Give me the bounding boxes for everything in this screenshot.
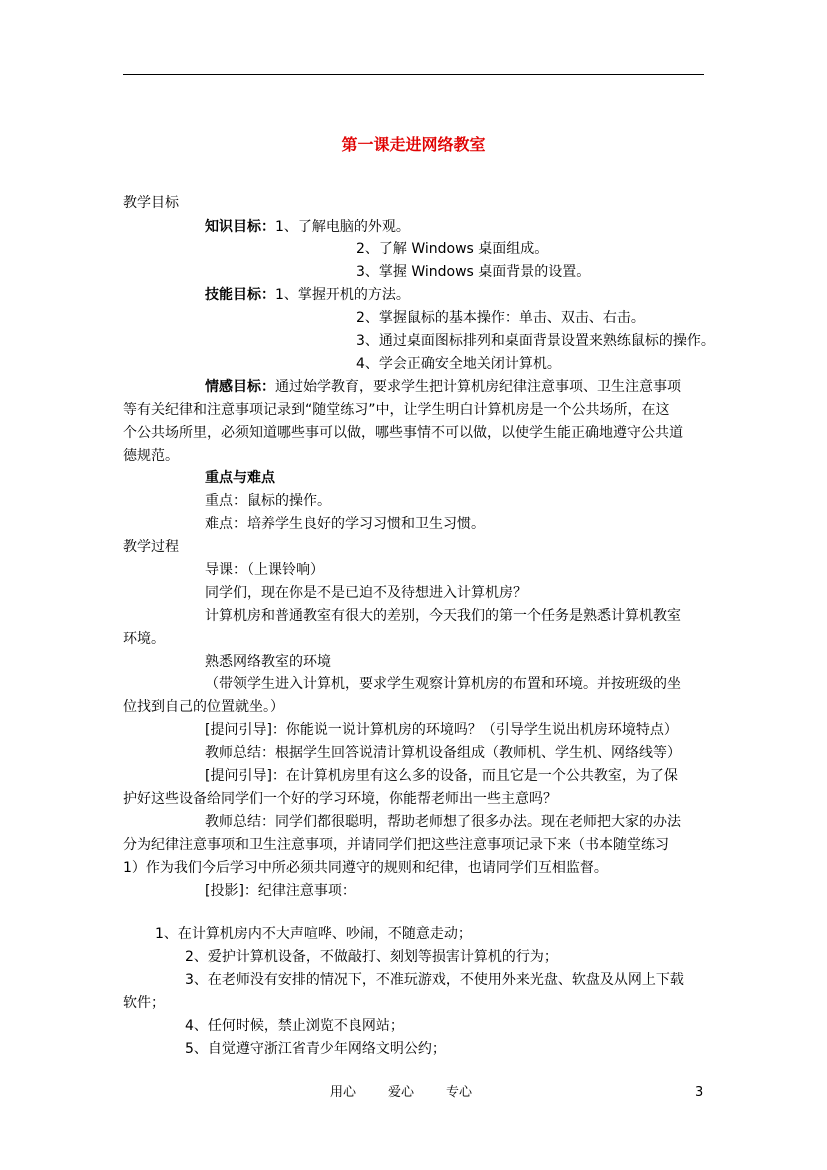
difficulty-line: 难点：培养学生良好的学习习惯和卫生习惯。 xyxy=(205,516,485,532)
paragraph-line: 护好这些设备给同学们一个好的学习环境，你能帮老师出一些主意吗？ xyxy=(123,791,557,807)
paragraph-line: 教师总结：根据学生回答说清计算机设备组成（教师机、学生机、网络线等） xyxy=(205,745,681,761)
skill-goal-text: 1、掌握开机的方法。 xyxy=(275,287,410,303)
skill-goal-line xyxy=(205,284,410,306)
paragraph-line: 熟悉网络教室的环境 xyxy=(205,654,331,670)
knowledge-goal-text: 1、了解电脑的外观。 xyxy=(275,219,410,235)
paragraph-line: 等有关纪律和注意事项记录到“随堂练习”中，让学生明白计算机房是一个公共场所，在这 xyxy=(123,402,670,418)
paragraph-line: 计算机房和普通教室有很大的差别，今天我们的第一个任务是熟悉计算机教室 xyxy=(205,608,681,624)
rule-item: 3、在老师没有安排的情况下，不准玩游戏，不使用外来光盘、软盘及从网上下载 xyxy=(185,972,684,988)
rule-item-continuation: 软件； xyxy=(123,995,165,1011)
rule-item: 5、自觉遵守浙江省青少年网络文明公约； xyxy=(185,1041,446,1057)
paragraph-line: 同学们，现在你是不是已迫不及待想进入计算机房？ xyxy=(205,585,527,601)
emotion-goal-label: 情感目标： xyxy=(205,379,275,395)
footer-motto-3: 专心 xyxy=(446,1085,473,1100)
footer-motto-2: 爱心 xyxy=(388,1085,415,1100)
skill-goal-item: 4、学会正确安全地关闭计算机。 xyxy=(356,356,561,372)
page-title: 第一课走进网络教室 xyxy=(341,135,486,154)
section-heading-process: 教学过程 xyxy=(123,539,179,555)
paragraph-line: 分为纪律注意事项和卫生注意事项，并请同学们把这些注意事项记录下来（书本随堂练习 xyxy=(123,837,669,853)
paragraph-line: 个公共场所里，必须知道哪些事可以做，哪些事情不可以做，以使学生能正确地遵守公共道 xyxy=(123,425,683,441)
paragraph-line: 环境。 xyxy=(123,631,165,647)
key-point-line: 重点：鼠标的操作。 xyxy=(205,493,331,509)
paragraph-line: [投影]：纪律注意事项： xyxy=(205,883,356,899)
paragraph-line: 位找到自己的位置就坐。） xyxy=(123,699,284,715)
rule-item: 2、爱护计算机设备，不做敲打、刻划等损害计算机的行为； xyxy=(185,949,558,965)
emotion-goal-line xyxy=(205,376,681,398)
emotion-goal-text: 通过始学教育，要求学生把计算机房纪律注意事项、卫生注意事项 xyxy=(275,379,681,395)
knowledge-goal-line xyxy=(205,216,410,238)
page-number: 3 xyxy=(695,1085,704,1100)
knowledge-goal-item: 2、了解 Windows 桌面组成。 xyxy=(356,241,549,257)
paragraph-line: 教师总结：同学们都很聪明，帮助老师想了很多办法。现在老师把大家的办法 xyxy=(205,814,681,830)
footer-motto-1: 用心 xyxy=(330,1085,357,1100)
header-rule xyxy=(123,74,704,75)
skill-goal-item: 2、掌握鼠标的基本操作：单击、双击、右击。 xyxy=(356,310,645,326)
paragraph-line: 导课：（上课铃响） xyxy=(205,562,324,578)
paragraph-line: （带领学生进入计算机，要求学生观察计算机房的布置和环境。并按班级的坐 xyxy=(205,676,681,692)
paragraph-line: 德规范。 xyxy=(123,448,179,464)
paragraph-line: [提问引导]：在计算机房里有这么多的设备，而且它是一个公共教室，为了保 xyxy=(205,768,678,784)
rule-item: 4、任何时候，禁止浏览不良网站； xyxy=(185,1018,404,1034)
paragraph-line: [提问引导]：你能说一说计算机房的环境吗？（引导学生说出机房环境特点） xyxy=(205,722,678,738)
section-heading-objectives: 教学目标 xyxy=(123,195,179,211)
knowledge-goal-label: 知识目标： xyxy=(205,219,275,235)
key-points-heading: 重点与难点 xyxy=(205,470,275,486)
skill-goal-item: 3、通过桌面图标排列和桌面背景设置来熟练鼠标的操作。 xyxy=(356,333,715,349)
knowledge-goal-item: 3、掌握 Windows 桌面背景的设置。 xyxy=(356,264,591,280)
paragraph-line: 1）作为我们今后学习中所必须共同遵守的规则和纪律，也请同学们互相监督。 xyxy=(123,860,608,876)
skill-goal-label: 技能目标： xyxy=(205,287,275,303)
rule-item: 1、在计算机房内不大声喧哗、吵闹，不随意走动； xyxy=(155,926,472,942)
